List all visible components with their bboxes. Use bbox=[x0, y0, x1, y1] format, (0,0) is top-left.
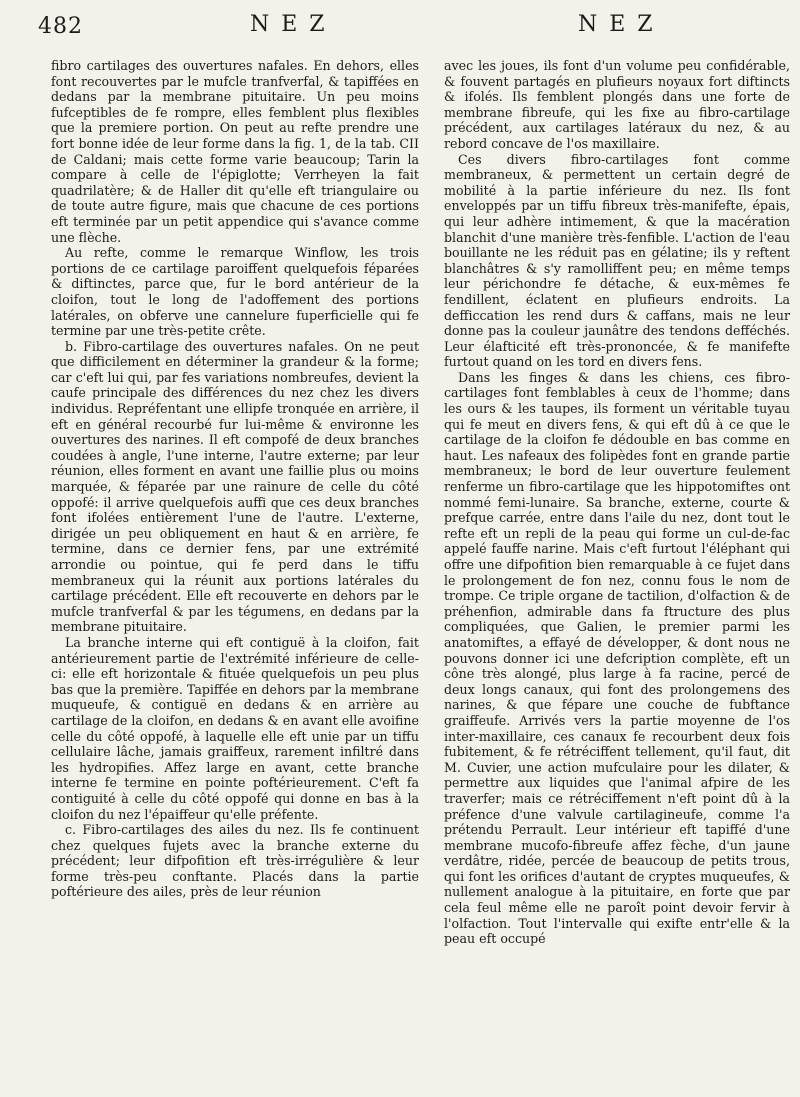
paragraph: avec les joues, ils font d'un volume peu confidérable, & fouvent partagés en plufieurs noyaux fort diftincts & ifolés. Ils femblent plongés dans une forte de membrane fibreufe, qui les fixe au fibro-cartilage précédent, aux cartilages latéraux du nez, & au rebord concave de l'os maxillaire. bbox=[444, 58, 790, 151]
paragraph: Au refte, comme le remarque Winflow, les trois portions de ce cartilage paroiffent quelquefois féparées & diftinctes, parce que, fur le bord antérieur de la cloifon, tout le long de l'adoffement des portions latérales, on obferve une cannelure fuperficielle qui fe termine par une très-petite crête. bbox=[51, 245, 419, 339]
running-header bbox=[0, 6, 800, 46]
right-column bbox=[444, 58, 790, 1088]
paragraph: Dans les finges & dans les chiens, ces fibro-cartilages font femblables à ceux de l'homme; dans les ours & les taupes, ils forment un véritable tuyau qui fe meut en divers fens, & qui eft dû à ce que le cartilage de la cloifon fe dédouble en bas comme en haut. Les nafeaux des folipèdes font en grande partie membraneux; le bord de leur ouverture feulement renferme un fibro-cartilage que les hippotomiftes ont nommé femi-lunaire. Sa branche, externe, courte & prefque carrée, entre dans l'aile du nez, dont tout le refte eft un repli de la peau qui forme un cul-de-fac appelé fauffe narine. Mais c'eft furtout l'éléphant qui offre une difpofition bien remarquable à ce fujet dans le prolongement de fon nez, connu fous le nom de trompe. Ce triple organe de tactilion, d'olfaction & de préhenfion, admirable dans fa ftructure des plus compliquées, que Galien, le premier parmi les anatomiftes, a effayé de développer, & dont nous ne pouvons donner ici une defcription complète, eft un cône très alongé, plus large à fa racine, percé de deux longs canaux, qui font des prolongemens des narines, & que fépare une couche de fubftance graiffeufe. Arrivés vers la partie moyenne de l'os inter-maxillaire, ces canaux fe recourbent deux fois fubitement, & fe rétréciffent tellement, qu'il faut, dit M. Cuvier, une action mufculaire pour les dilater, & permettre aux liquides que l'animal afpire de les traverfer; mais ce rétréciffement n'eft point dû à la préfence d'une valvule cartilagineufe, comme l'a prétendu Perrault. Leur intérieur eft tapiffé d'une membrane mucofo-fibreufe affez fèche, d'un jaune verdâtre, ridée, percée de beaucoup de petits trous, qui font les orifices d'autant de cryptes muqueufes, & nullement analogue à la pituitaire, en forte que par cela feul même elle ne paroît point devoir fervir à l'olfaction. Tout l'intervalle qui exifte entr'elle & la peau eft occupé bbox=[444, 369, 790, 947]
paragraph: Ces divers fibro-cartilages font comme membraneux, & permettent un certain degré de mobilité à la partie inférieure du nez. Ils font enveloppés par un tiffu fibreux très-manifefte, épais, qui leur adhère intimement, & que la macération blanchit d'une manière très-fenfible. L'action de l'eau bouillante ne les réduit pas en gélatine; ils y reftent blanchâtres & s'y ramolliffent peu; en même temps leur périchondre fe détache, & eux-mêmes fe fendillent, éclatent en plufieurs endroits. La defficcation les rend durs & caffans, mais ne leur donne pas la couleur jaunâtre des tendons defféchés. Leur élafticité eft très-prononcée, & fe manifefte furtout quand on les tord en divers fens. bbox=[444, 151, 790, 370]
header-title-left: NEZ bbox=[250, 12, 337, 37]
paragraph: fibro cartilages des ouvertures nafales. En dehors, elles font recouvertes par le mufcle tranfverfal, & tapiffées en dedans par la membrane pituitaire. Un peu moins fufceptibles de fe rompre, elles femblent plus flexibles que la premiere portion. On peut au refte prendre une fort bonne idée de leur forme dans la fig. 1, de la tab. CII de Caldani; mais cette forme varie beaucoup; Tarin la compare à celle de l'épiglotte; Verrheyen la fait quadrilatère; & de Haller dit qu'elle eft triangulaire ou de toute autre figure, mais que chacune de ces portions eft terminée par un petit appendice qui s'avance comme une flèche. bbox=[51, 58, 419, 245]
paragraph: c. Fibro-cartilages des ailes du nez. Ils fe continuent chez quelques fujets avec la branche externe du précédent; leur difpofition eft très-irrégulière & leur forme très-peu conftante. Placés dans la partie poftérieure des ailes, près de leur réunion bbox=[51, 822, 419, 900]
paragraph: b. Fibro-cartilage des ouvertures nafales. On ne peut que difficilement en déterminer la grandeur & la forme; car c'eft lui qui, par fes variations nombreufes, devient la caufe principale des différences du nez chez les divers individus. Repréfentant une ellipfe tronquée en arrière, il eft en général recourbé fur lui-même & environne les ouvertures des narines. Il eft compofé de deux branches coudées à angle, l'une interne, l'autre externe; par leur réunion, elles forment en avant une faillie plus ou moins marquée, & féparée par une rainure de celle du côté oppofé: il arrive quelquefois auffi que ces deux branches font ifolées entièrement l'une de l'autre. L'externe, dirigée un peu obliquement en haut & en arrière, fe termine, dans ce dernier fens, par une extrémité arrondie ou pointue, qui fe perd dans le tiffu membraneux qui la réunit aux portions latérales du cartilage précédent. Elle eft recouverte en dehors par le mufcle tranfverfal & par les tégumens, en dedans par la membrane pituitaire. bbox=[51, 338, 419, 635]
page-number: 482 bbox=[38, 14, 83, 39]
left-column bbox=[51, 58, 419, 1088]
paragraph: La branche interne qui eft contiguë à la cloifon, fait antérieurement partie de l'extrémité inférieure de celle-ci: elle eft horizontale & fituée quelquefois un peu plus bas que la première. Tapiffée en dehors par la membrane muqueufe, & contiguë en dedans & en arrière au cartilage de la cloifon, en dedans & en avant elle avoifine celle du côté oppofé, à laquelle elle eft unie par un tiffu cellulaire lâche, jamais graiffeux, rarement infiltré dans les hydropifies. Affez large en avant, cette branche interne fe termine en pointe poftérieurement. C'eft fa contiguité à celle du côté oppofé qui donne en bas à la cloifon du nez l'épaiffeur qu'elle préfente. bbox=[51, 634, 419, 822]
header-title-right: NEZ bbox=[578, 12, 665, 37]
